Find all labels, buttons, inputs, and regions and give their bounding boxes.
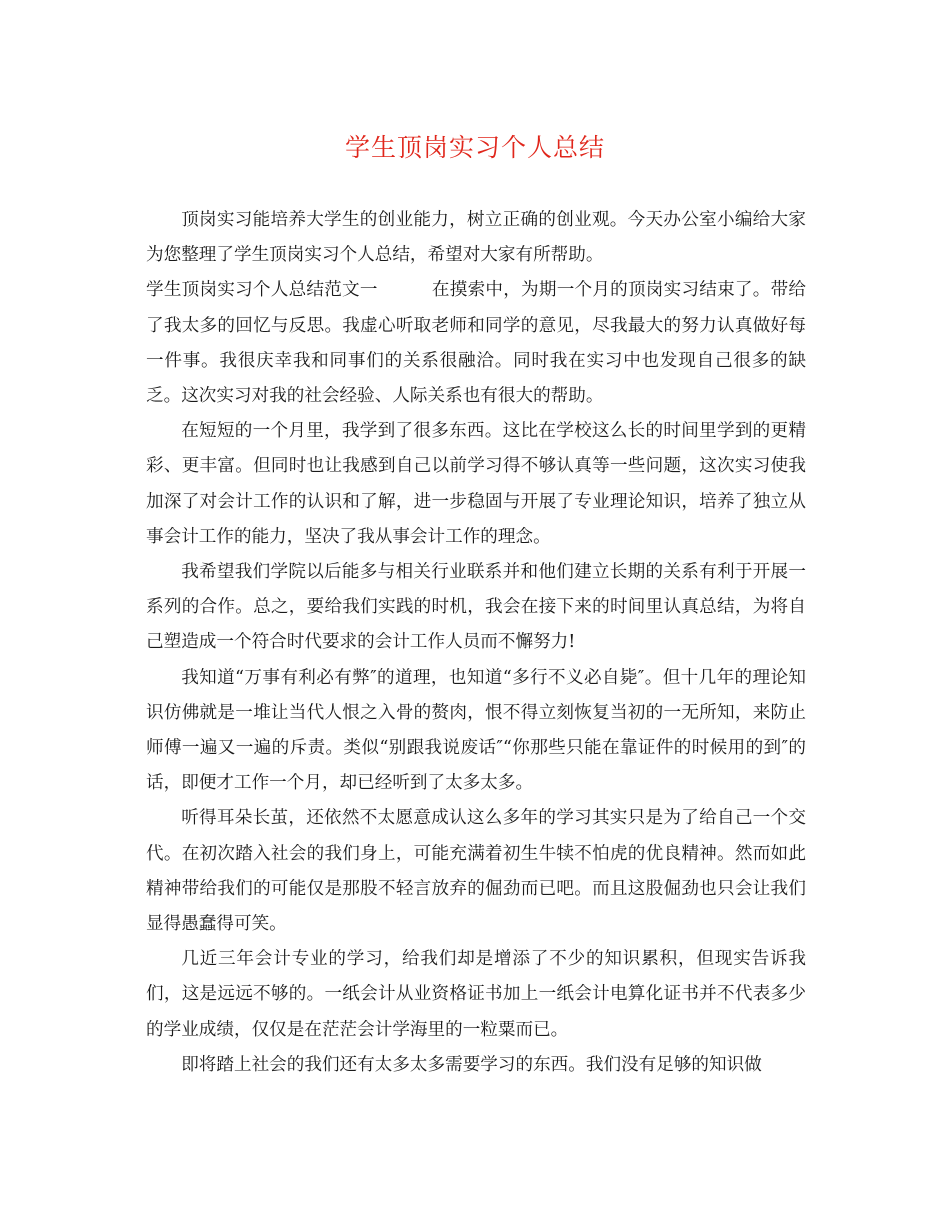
paragraph-1: 在摸索中，为期一个月的顶岗实习结束了。带给了我太多的回忆与反思。我虚心听取老师和同学的意见，尽我最大的努力认真做好每一件事。我很庆幸我和同事们的关系很融洽。同时我在实习中也发现自己很多的缺乏。这次实习对我的社会经验、人际关系也有很大的帮助。 — [146, 280, 806, 407]
document-body — [146, 203, 806, 1083]
paragraph-5: 听得耳朵长茧，还依然不太愿意成认这么多年的学习其实只是为了给自己一个交代。在初次踏入社会的我们身上，可能充满着初生牛犊不怕虎的优良精神。然而如此精神带给我们的可能仅是那股不轻言放弃的倔劲而已吧。而且这股倔劲也只会让我们显得愚蠢得可笑。 — [146, 808, 806, 935]
document-title: 学生顶岗实习个人总结 — [344, 133, 605, 162]
paragraph-4: 我知道“万事有利必有弊″的道理，也知道“多行不义必自毙″。但十几年的理论知识仿佛就是一堆让当代人恨之入骨的赘肉，恨不得立刻恢复当初的一无所知，来防止师傅一遍又一遍的斥责。类似“别跟我说废话″“你那些只能在靠证件的时候用的到″的话，即便才工作一个月，却已经听到了太多太多。 — [146, 667, 806, 794]
paragraph-6: 几近三年会计专业的学习，给我们却是增添了不少的知识累积，但现实告诉我们，这是远远不够的。一纸会计从业资格证书加上一纸会计电算化证书并不代表多少的学业成绩，仅仅是在茫茫会计学海里的一粒粟而已。 — [146, 949, 806, 1040]
intro-paragraph: 顶岗实习能培养大学生的创业能力，树立正确的创业观。今天办公室小编给大家为您整理了学生顶岗实习个人总结，希望对大家有所帮助。 — [146, 210, 806, 266]
paragraph-7: 即将踏上社会的我们还有太多太多需要学习的东西。我们没有足够的知识做 — [181, 1054, 762, 1075]
section-heading: 学生顶岗实习个人总结范文一 — [146, 280, 378, 301]
section-paragraph — [146, 273, 806, 414]
paragraph-2: 在短短的一个月里，我学到了很多东西。这比在学校这么长的时间里学到的更精彩、更丰富。但同时也让我感到自己以前学习得不够认真等一些问题，这次实习使我加深了对会计工作的认识和了解，进一步稳固与开展了专业理论知识，培养了独立从事会计工作的能力，坚决了我从事会计工作的理念。 — [146, 421, 806, 547]
paragraph-3: 我希望我们学院以后能多与相关行业联系并和他们建立长期的关系有利于开展一系列的合作。总之，要给我们实践的时机，我会在接下来的时间里认真总结，为将自己塑造成一个符合时代要求的会计工作人员而不懈努力! — [146, 562, 806, 653]
